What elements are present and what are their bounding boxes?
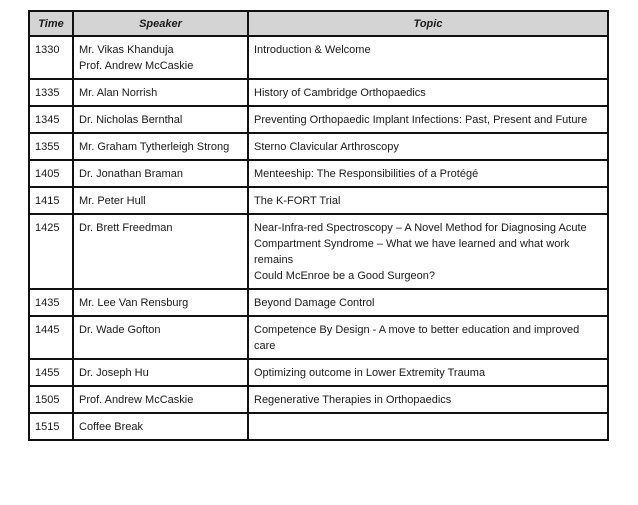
time-cell: 1455 [29, 359, 73, 386]
topic-title: Sterno Clavicular Arthroscopy [254, 141, 399, 153]
topic-title: Could McEnroe be a Good Surgeon? [254, 270, 436, 282]
topic-cell [248, 133, 608, 160]
speaker-name: Dr. Joseph Hu [79, 367, 149, 379]
schedule-table [28, 10, 609, 441]
time-cell: 1445 [29, 316, 73, 359]
time-cell: 1415 [29, 187, 73, 214]
topic-cell [248, 187, 608, 214]
speaker-cell [73, 359, 248, 386]
table-row [29, 316, 608, 359]
topic-title: Optimizing outcome in Lower Extremity Trauma [254, 367, 486, 379]
table-row [29, 36, 608, 79]
table-row [29, 413, 608, 440]
table-row [29, 386, 608, 413]
topic-title: Regenerative Therapies in Orthopaedics [254, 394, 452, 406]
table-row [29, 359, 608, 386]
topic-cell [248, 386, 608, 413]
speaker-cell [73, 133, 248, 160]
topic-cell [248, 106, 608, 133]
speaker-name: Mr. Lee Van Rensburg [79, 297, 189, 309]
header-row [29, 11, 608, 36]
speaker-name: Dr. Jonathan Braman [79, 168, 183, 180]
table-row [29, 106, 608, 133]
topic-title: Introduction & Welcome [254, 44, 371, 56]
speaker-cell [73, 386, 248, 413]
topic-title: The K-FORT Trial [254, 195, 341, 207]
header-speaker: Speaker [73, 11, 248, 36]
time-cell: 1425 [29, 214, 73, 289]
topic-cell [248, 359, 608, 386]
speaker-name: Mr. Alan Norrish [79, 87, 158, 99]
speaker-name: Coffee Break [79, 421, 144, 433]
topic-title: Preventing Orthopaedic Implant Infections: Past, Present and Future [254, 114, 588, 126]
time-cell: 1515 [29, 413, 73, 440]
topic-cell [248, 289, 608, 316]
topic-title: Beyond Damage Control [254, 297, 375, 309]
time-cell: 1405 [29, 160, 73, 187]
time-cell: 1330 [29, 36, 73, 79]
topic-title: Menteeship: The Responsibilities of a Protégé [254, 168, 479, 180]
time-cell: 1355 [29, 133, 73, 160]
speaker-name: Dr. Wade Gofton [79, 324, 161, 336]
speaker-cell [73, 79, 248, 106]
speaker-name: Mr. Peter Hull [79, 195, 146, 207]
speaker-cell [73, 289, 248, 316]
table-row [29, 79, 608, 106]
speaker-name: Prof. Andrew McCaskie [79, 394, 194, 406]
table-row [29, 133, 608, 160]
speaker-cell [73, 160, 248, 187]
time-cell: 1435 [29, 289, 73, 316]
time-cell: 1505 [29, 386, 73, 413]
table-row [29, 214, 608, 289]
topic-title: Competence By Design - A move to better education and improved care [254, 324, 580, 352]
speaker-name: Mr. Graham Tytherleigh Strong [79, 141, 230, 153]
topic-cell [248, 316, 608, 359]
topic-cell [248, 79, 608, 106]
speaker-cell [73, 106, 248, 133]
topic-cell [248, 160, 608, 187]
speaker-cell [73, 214, 248, 289]
speaker-cell [73, 316, 248, 359]
speaker-cell [73, 187, 248, 214]
schedule-body [29, 36, 608, 440]
header-topic: Topic [248, 11, 608, 36]
topic-title: History of Cambridge Orthopaedics [254, 87, 426, 99]
time-cell: 1335 [29, 79, 73, 106]
speaker-name: Mr. Vikas Khanduja [79, 44, 174, 56]
topic-title: Near-Infra-red Spectroscopy – A Novel Method for Diagnosing Acute Compartment Syndrome – What we have learned and what work remains [254, 222, 587, 266]
table-row [29, 289, 608, 316]
speaker-name: Prof. Andrew McCaskie [79, 60, 194, 72]
topic-cell [248, 413, 608, 440]
header-time: Time [29, 11, 73, 36]
table-row [29, 187, 608, 214]
table-row [29, 160, 608, 187]
speaker-cell [73, 413, 248, 440]
time-cell: 1345 [29, 106, 73, 133]
speaker-cell [73, 36, 248, 79]
speaker-name: Dr. Nicholas Bernthal [79, 114, 183, 126]
topic-cell [248, 36, 608, 79]
speaker-name: Dr. Brett Freedman [79, 222, 173, 234]
topic-cell [248, 214, 608, 289]
